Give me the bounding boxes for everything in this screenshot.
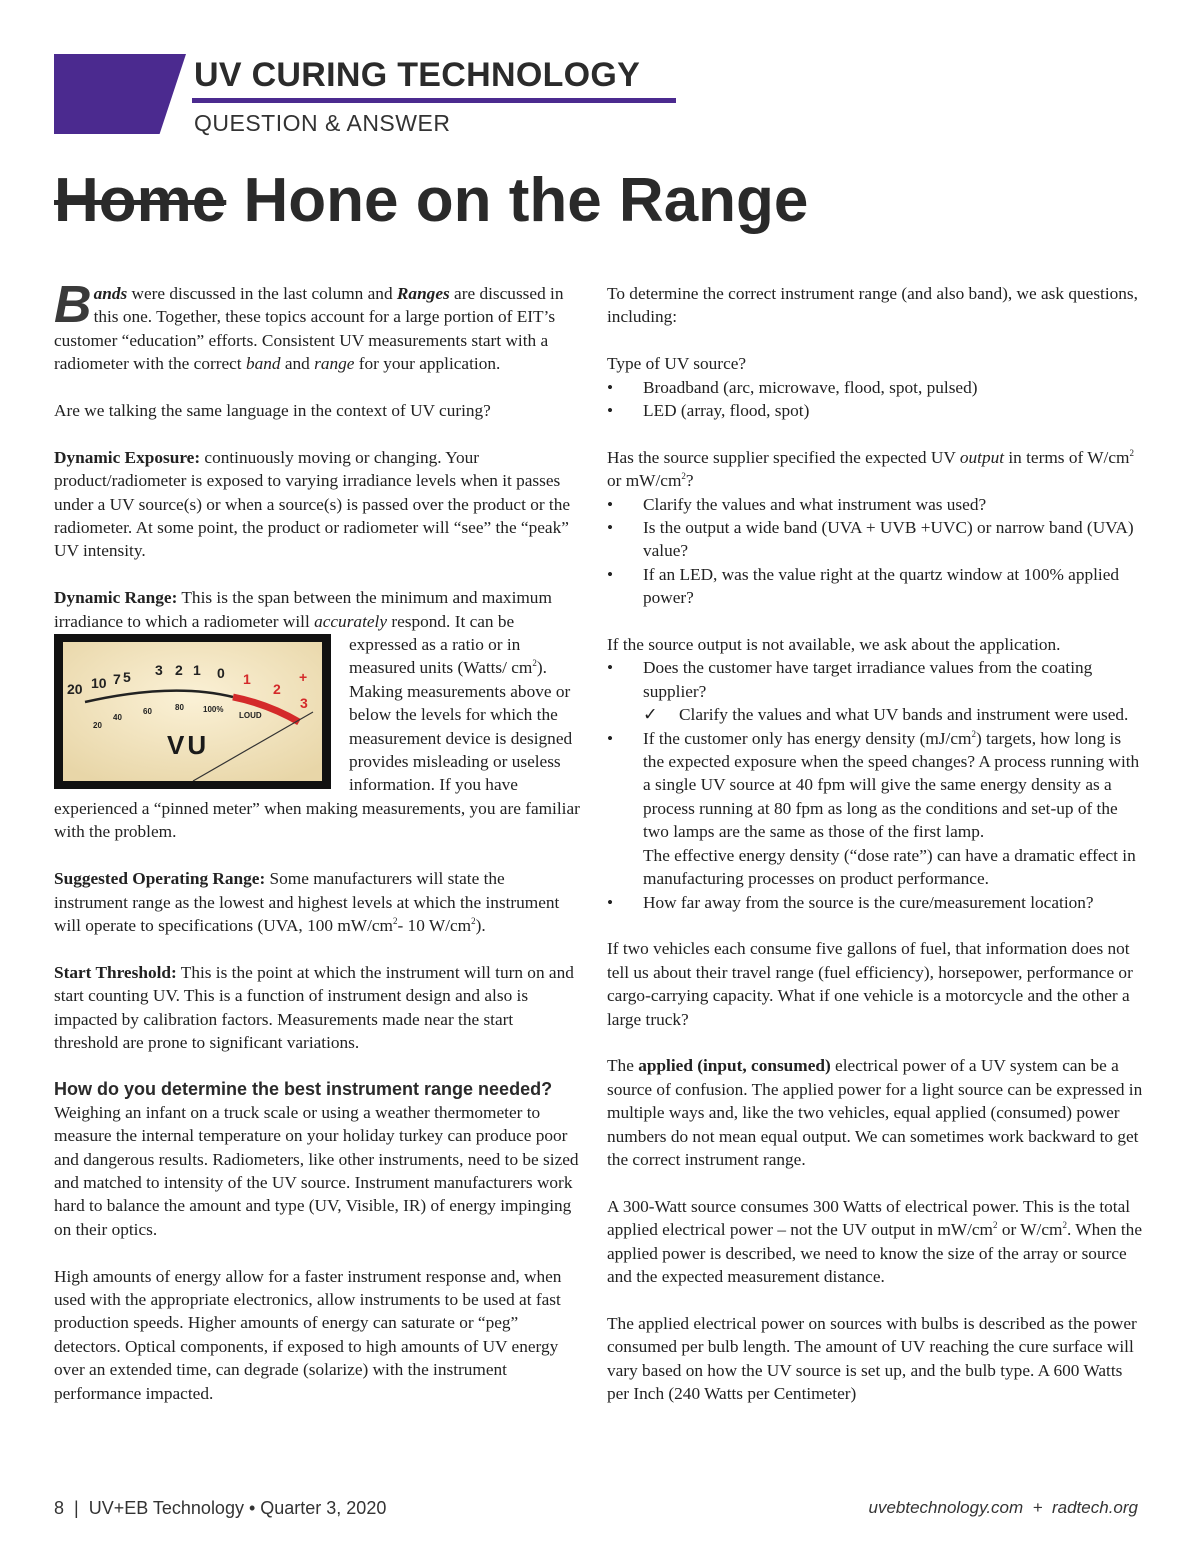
vehicles-paragraph: If two vehicles each consume five gallons of fuel, that information does not tell us about their travel range (fuel efficiency), horsepower, performance or cargo-carrying capacity. What if one vehicle is a motorcycle and the other a large truck? bbox=[607, 939, 1133, 1029]
vu-scale-label-red: 1 bbox=[243, 671, 251, 688]
vu-lower-label: 20 bbox=[93, 721, 102, 731]
vu-lower-label: 80 bbox=[175, 703, 184, 713]
vu-scale-label-red: 2 bbox=[273, 681, 281, 698]
check-item: ✓ Clarify the values and what UV bands and instrument were used. bbox=[643, 703, 1145, 726]
high-energy-paragraph: High amounts of energy allow for a faster instrument response and, when used with the appropriate electronics, allow instruments to be used at fast production speeds. Higher amounts of energy can saturate or “peg” detectors. Optical components, if exposed to high amounts of UV energy over an extended time, can degrade (solarize) with the instrument performance impacted. bbox=[54, 1266, 562, 1403]
list-item: • Is the output a wide band (UVA + UVB +UVC) or narrow band (UVA) value? bbox=[607, 516, 1145, 563]
section-subheading: How do you determine the best instrument range needed? bbox=[54, 1078, 553, 1099]
dynamic-range-paragraph: Dynamic Range: This is the span between the minimum and maximum irradiance to which a radiometer will accurately 20 10 7 5 3 2 1 0 1 2 + 3 20 40 60 80 100% LOUD VU respond. It can be expressed as a ratio or in measured units (Watts/ $cm^2$). Making measurements above or below the levels for which the measurement device is designed provides misleading or useless information. If you have experienced a “pinned meter” when making measurements, you are familiar with the problem. bbox=[54, 588, 580, 842]
language-paragraph: Are we talking the same language in the context of UV curing? bbox=[54, 401, 491, 421]
output-list bbox=[607, 493, 1145, 610]
vu-lower-label: 100% bbox=[203, 705, 224, 715]
vu-loud-label: LOUD bbox=[239, 711, 262, 721]
section-subtitle: QUESTION & ANSWER bbox=[194, 110, 451, 136]
list-item: • If the customer only has energy density $(mJ/cm^2)$ targets, how long is the expected exposure when the speed changes? A process running with a single UV source at 40 fpm will give the same energy density as a process running at 80 fpm as long as the conditions and set-up of the two lamps are the same as those of the first lamp. The effective energy density (“dose rate”) can have a dramatic effect in manufacturing processes on product performance. bbox=[607, 727, 1145, 891]
vu-scale-label: 1 bbox=[193, 662, 201, 679]
vu-scale-label: 2 bbox=[175, 662, 183, 679]
left-column bbox=[54, 276, 580, 1428]
source-type-question: Type of UV source? bbox=[607, 354, 747, 374]
applied-power-paragraph: The applied (input, consumed) electrical power of a UV system can be a source of confusion. The applied power for a light source can be expressed in multiple ways and, like the two vehicles, equal applied (consumed) power numbers do not mean equal output. We can sometimes work backward to get the correct instrument range. bbox=[607, 1056, 1143, 1169]
vu-scale-label: 3 bbox=[155, 662, 163, 679]
list-item: • Broadband (arc, microwave, flood, spot, pulsed) bbox=[607, 376, 1145, 399]
check-list bbox=[643, 703, 1145, 726]
intro-paragraph: Bands were discussed in the last column and Ranges are discussed in this one. Together, these topics account for a large portion of EIT’s customer “education” efforts. Consistent UV measurements start with a radiometer with the correct band and range for your application. bbox=[54, 276, 564, 374]
300-watt-paragraph: A 300-Watt source consumes 300 Watts of electrical power. This is the total applied electrical power – not the UV output in $mW/cm^2$ or $W/cm^2$. When the applied power is described, we need to know the size of the array or source and the expected measurement distance. bbox=[607, 1196, 1142, 1286]
article-headline bbox=[54, 165, 808, 236]
list-item: • Clarify the values and what instrument was used? bbox=[607, 493, 1145, 516]
footer-page-info: 8 | UV+EB Technology • Quarter 3, 2020 bbox=[54, 1498, 387, 1518]
vu-meter-face bbox=[63, 642, 322, 781]
section-divider bbox=[192, 98, 676, 103]
section-title: UV CURING TECHNOLOGY bbox=[194, 56, 641, 94]
list-item: • LED (array, flood, spot) bbox=[607, 399, 1145, 422]
vu-scale-label-red: + bbox=[299, 669, 308, 686]
vu-meter-image bbox=[54, 634, 331, 789]
vu-scale-label: 0 bbox=[217, 665, 225, 682]
weighing-paragraph: Weighing an infant on a truck scale or using a weather thermometer to measure the internal temperature on your holiday turkey can produce poor and dangerous results. Radiometers, like other instruments, need to be sized and matched to intensity of the UV source. Instrument manufacturers work hard to balance the amount and type (UV, Visible, IR) of energy impinging on their optics. bbox=[54, 1102, 579, 1239]
vu-scale-label: 10 bbox=[91, 675, 107, 692]
list-item: • Does the customer have target irradiance values from the coating supplier? ✓ Clarify the values and what UV bands and instrument were used. bbox=[607, 656, 1145, 726]
start-threshold-paragraph: Start Threshold: This is the point at which the instrument will turn on and start counting UV. This is a function of instrument design and also is impacted by calibration factors. Measurements made near the start threshold are prone to significant variations. bbox=[54, 962, 574, 1052]
vu-label: VU bbox=[167, 730, 210, 761]
output-question: Has the source supplier specified the expected UV output in terms of $W/cm^2$ or $mW/cm^2$? bbox=[607, 447, 1134, 491]
drop-cap: B bbox=[54, 276, 92, 334]
headline-struck-word: Home bbox=[54, 166, 227, 235]
list-item: • How far away from the source is the cure/measurement location? bbox=[607, 891, 1145, 914]
application-list bbox=[607, 656, 1145, 913]
application-intro: If the source output is not available, we ask about the application. bbox=[607, 635, 1061, 655]
footer-websites: uvebtechnology.com + radtech.org bbox=[868, 1498, 1138, 1517]
dynamic-exposure-paragraph: Dynamic Exposure: continuously moving or changing. Your product/radiometer is exposed to varying irradiance levels when it passes under a UV source(s) or when a source(s) is passed over the product or the radiometer. At some point, the product or radiometer will “see” the “peak” UV intensity. bbox=[54, 447, 571, 561]
vu-scale-label: 5 bbox=[123, 669, 131, 686]
bulbs-paragraph: The applied electrical power on sources with bulbs is described as the power consumed per bulb length. The amount of UV reaching the cure surface will vary based on how the UV source is set up, and the bulb type. A 600 Watts per Inch (240 Watts per Centimeter) bbox=[607, 1313, 1137, 1403]
list-item: • If an LED, was the value right at the quartz window at 100% applied power? bbox=[607, 563, 1145, 610]
vu-scale-label: 7 bbox=[113, 671, 121, 688]
header-accent-block bbox=[54, 54, 186, 134]
headline-title: Hone on the Range bbox=[243, 166, 809, 235]
source-type-list bbox=[607, 376, 1145, 423]
vu-lower-label: 60 bbox=[143, 707, 152, 717]
vu-lower-label: 40 bbox=[113, 713, 122, 723]
right-column bbox=[607, 282, 1145, 1429]
vu-scale-label: 20 bbox=[67, 681, 83, 698]
vu-scale-label-red: 3 bbox=[300, 695, 308, 712]
determine-paragraph: To determine the correct instrument range (and also band), we ask questions, including: bbox=[607, 284, 1138, 327]
operating-range-paragraph: Suggested Operating Range: Some manufacturers will state the instrument range as the lowest and highest levels at which the instrument will operate to specifications (UVA, 100 $mW/cm^2-$ 10 $W/cm^2$). bbox=[54, 869, 560, 935]
